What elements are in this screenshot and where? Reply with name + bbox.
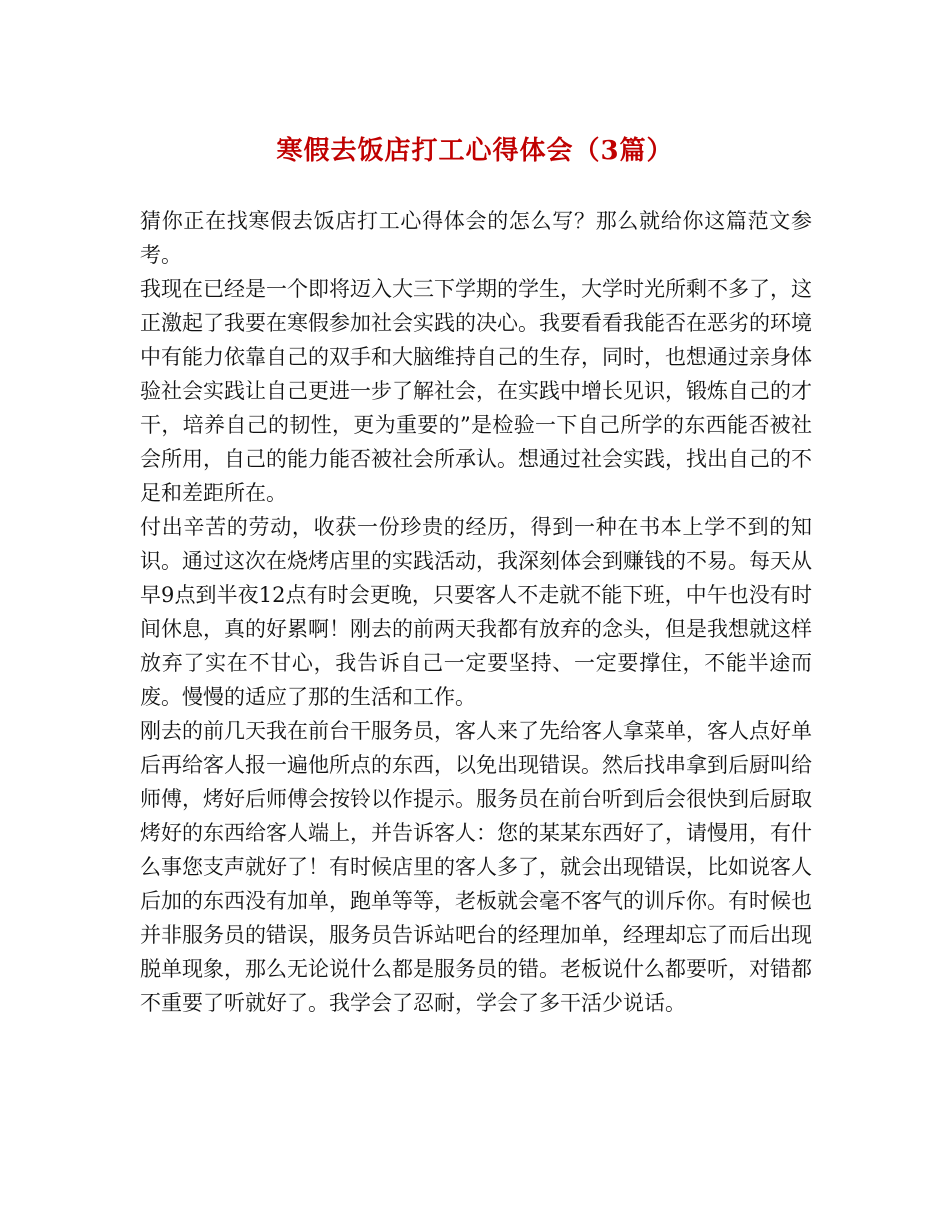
paragraph-3: 刚去的前几天我在前台干服务员，客人来了先给客人拿菜单，客人点好单后再给客人报一遍他所点的东西，以免出现错误。然后找串拿到后厨叫给师傅，烤好后师傅会按铃以作提示。服务员在前台听到后会很快到后厨取烤好的东西给客人端上，并告诉客人：您的某某东西好了，请慢用，有什么事您支声就好了！有时候店里的客人多了，就会出现错误，比如说客人后加的东西没有加单，跑单等等，老板就会毫不客气的训斥你。有时候也并非服务员的错误，服务员告诉站吧台的经理加单，经理却忘了而后出现脱单现象，那么无论说什么都是服务员的错。老板说什么都要听，对错都不重要了听就好了。我学会了忍耐，学会了多干活少说话。 [140,719,812,1015]
paragraph-intro: 猜你正在找寒假去饭店打工心得体会的怎么写？那么就给你这篇范文参考。 [140,209,812,267]
paragraph-2: 付出辛苦的劳动，收获一份珍贵的经历，得到一种在书本上学不到的知识。通过这次在烧烤店里的实践活动，我深刻体会到赚钱的不易。每天从早9点到半夜12点有时会更晚，只要客人不走就不能下班，中午也没有时间休息，真的好累啊！刚去的前两天我都有放弃的念头，但是我想就这样放弃了实在不甘心，我告诉自己一定要坚持、一定要撑住，不能半途而废。慢慢的适应了那的生活和工作。 [140,515,812,709]
document-body [140,204,812,1020]
document-title: 寒假去饭店打工心得体会（3篇） [276,136,674,166]
paragraph-1: 我现在已经是一个即将迈入大三下学期的学生，大学时光所剩不多了，这正激起了我要在寒假参加社会实践的决心。我要看看我能否在恶劣的环境中有能力依靠自己的双手和大脑维持自己的生存，同时，也想通过亲身体验社会实践让自己更进一步了解社会，在实践中增长见识，锻炼自己的才干，培养自己的韧性，更为重要的”是检验一下自己所学的东西能否被社会所用，自己的能力能否被社会所承认。想通过社会实践，找出自己的不足和差距所在。 [140,277,812,505]
